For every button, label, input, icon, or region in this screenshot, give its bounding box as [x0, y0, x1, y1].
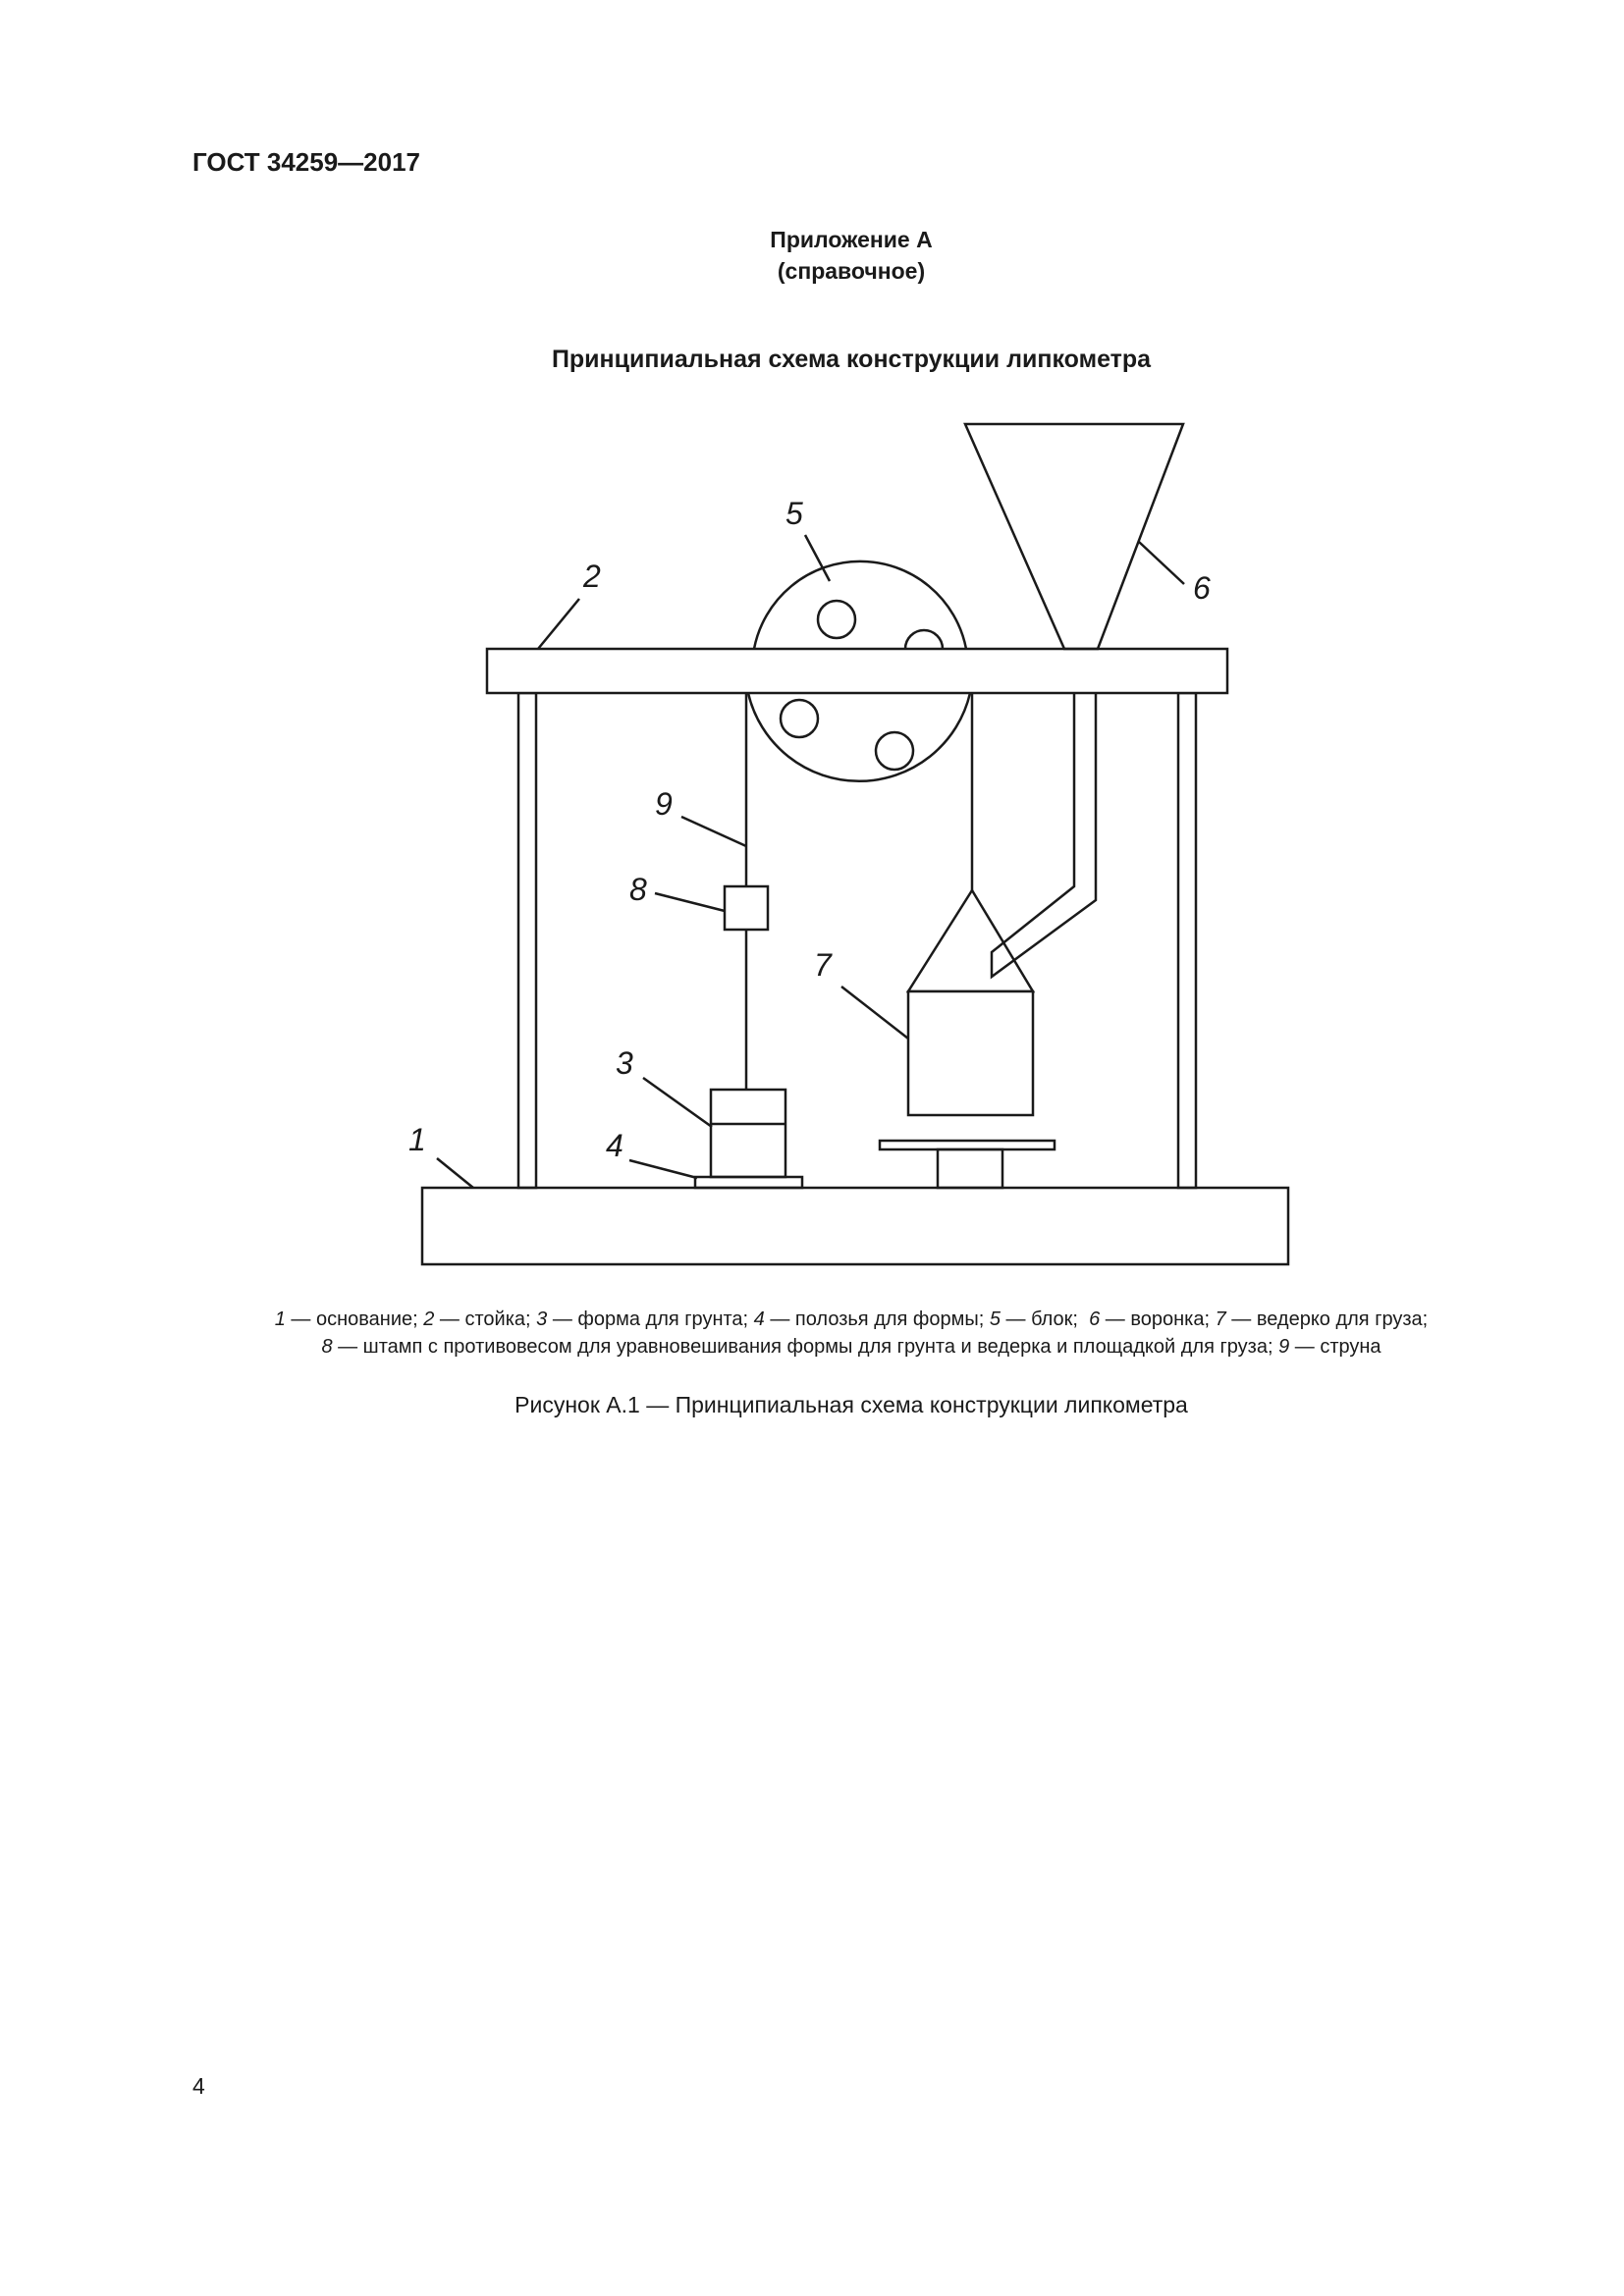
pulley-hole-2 — [905, 630, 943, 649]
mold-skids — [695, 1177, 802, 1188]
bucket-top — [908, 890, 1033, 991]
legend-text-2: — стойка; — [434, 1308, 537, 1330]
pulley-wheel — [754, 561, 966, 649]
leader-3 — [643, 1078, 712, 1127]
platform-stem — [938, 1149, 1002, 1188]
leader-9 — [681, 817, 746, 846]
leader-4 — [629, 1160, 697, 1178]
chute-outer — [992, 693, 1096, 977]
appendix-subtitle: (справочное) — [777, 258, 926, 284]
label-8: 8 — [629, 872, 647, 907]
leader-8 — [655, 893, 725, 911]
legend-num-8: 8 — [321, 1336, 333, 1358]
base-plate — [422, 1188, 1288, 1264]
pulley-wheel-lower — [748, 693, 970, 781]
label-5: 5 — [785, 496, 803, 531]
legend-text-6: — воронка; — [1100, 1308, 1216, 1330]
load-platform — [880, 1141, 1055, 1149]
section-title: Принципиальная схема конструкции липкометра — [551, 346, 1152, 373]
soil-mold — [711, 1090, 785, 1177]
legend-text-7: — ведерко для груза; — [1225, 1308, 1429, 1330]
leader-7 — [841, 987, 908, 1039]
post-left — [518, 693, 536, 1188]
label-6: 6 — [1193, 570, 1211, 606]
post-right — [1178, 693, 1196, 1188]
document-code: ГОСТ 34259—2017 — [192, 147, 420, 177]
legend-num-5: 5 — [989, 1308, 1001, 1330]
legend-text-9: — струна — [1289, 1336, 1381, 1358]
funnel — [965, 424, 1183, 649]
label-7: 7 — [814, 947, 832, 983]
leader-1 — [437, 1158, 473, 1188]
legend-line-2 — [147, 1333, 1555, 1361]
legend-num-9: 9 — [1278, 1336, 1290, 1358]
legend-text-5: — блок; — [1000, 1308, 1090, 1330]
legend-line-1 — [147, 1306, 1555, 1333]
label-2: 2 — [583, 559, 601, 594]
legend-text-8: — штамп с противовесом для уравновешивания формы для грунта и ведерка и площадкой для груза; — [332, 1336, 1279, 1358]
label-3: 3 — [616, 1045, 633, 1081]
pulley-hole-4 — [876, 732, 913, 770]
legend-num-4: 4 — [753, 1308, 765, 1330]
pulley-hole-1 — [818, 601, 855, 638]
stamp-counterweight — [725, 886, 768, 930]
legend-text-1: — основание; — [285, 1308, 424, 1330]
appendix-title: Приложение А — [770, 227, 933, 252]
legend-text-3: — форма для грунта; — [547, 1308, 754, 1330]
leader-2 — [538, 599, 579, 649]
bucket-body — [908, 991, 1033, 1115]
pulley-hole-3 — [781, 700, 818, 737]
page-number: 4 — [192, 2073, 205, 2099]
label-9: 9 — [655, 786, 673, 822]
legend-num-7: 7 — [1215, 1308, 1226, 1330]
legend-text-4: — полозья для формы; — [764, 1308, 990, 1330]
label-4: 4 — [606, 1128, 623, 1163]
legend-num-2: 2 — [423, 1308, 435, 1330]
leader-6 — [1139, 542, 1184, 584]
legend-num-3: 3 — [536, 1308, 548, 1330]
legend-num-1: 1 — [274, 1308, 286, 1330]
legend-num-6: 6 — [1089, 1308, 1101, 1330]
figure-caption: Рисунок А.1 — Принципиальная схема конструкции липкометра — [514, 1392, 1188, 1417]
top-beam — [487, 649, 1227, 693]
figure-legend — [147, 1306, 1555, 1361]
label-1: 1 — [408, 1122, 426, 1157]
